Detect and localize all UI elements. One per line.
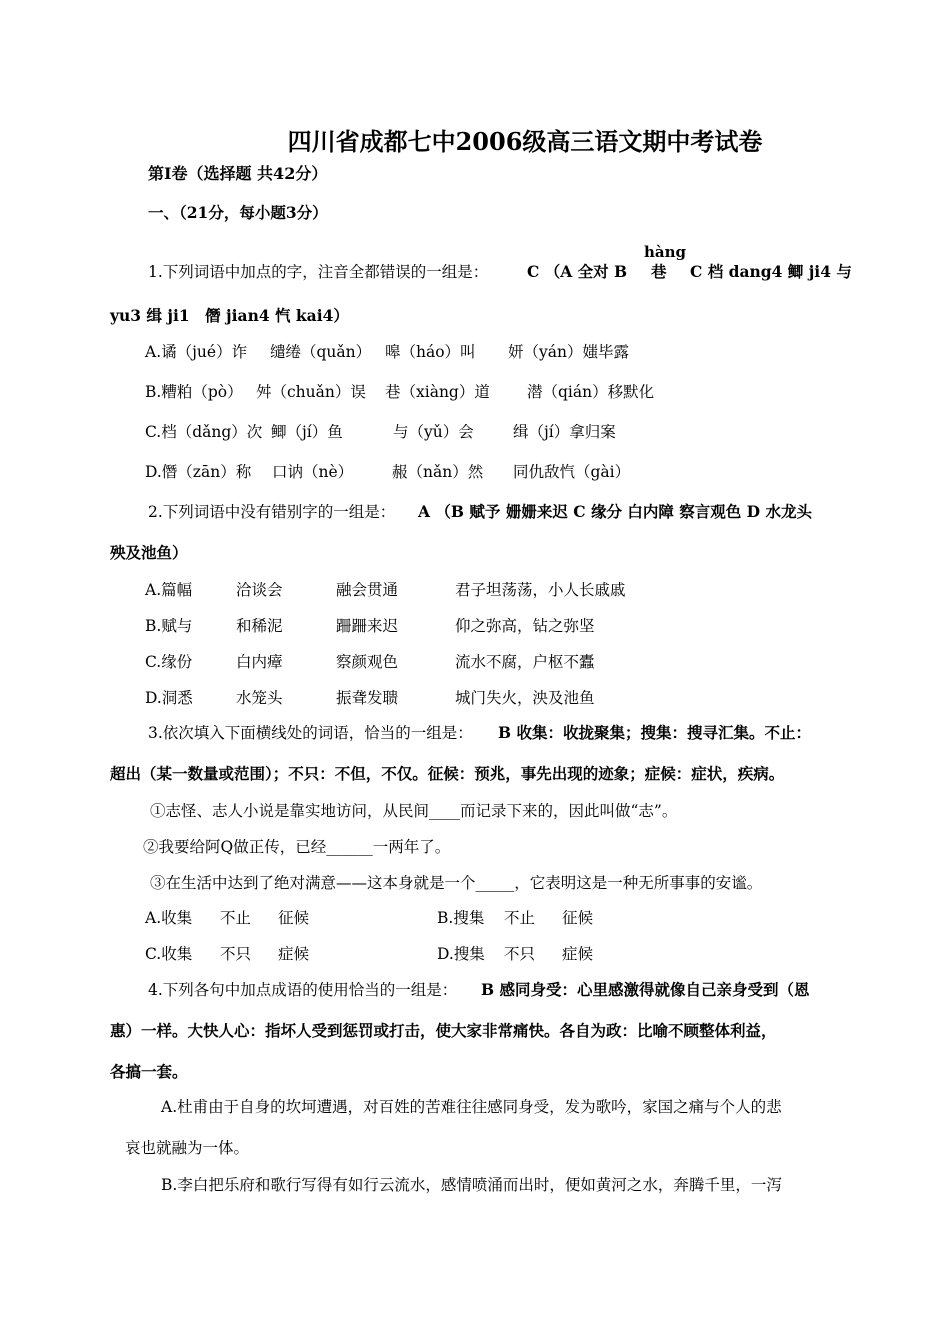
q1-option-c-4: 缉（jí）拿归案 — [513, 423, 616, 441]
q2-row-c-2: 白内瘴 — [236, 653, 283, 671]
q1-answer-part3: yu3 缉 ji1 僭 jian4 忾 kai4） — [110, 306, 349, 325]
q1-stem: 1.下列词语中加点的字，注音全都错误的一组是： — [148, 263, 489, 281]
q2-row-c-4: 流水不腐，户枢不蠹 — [455, 653, 595, 671]
q1-option-d-4: 同仇敌忾（gài） — [513, 463, 631, 481]
part-heading: 一、（21分，每小题3分） — [148, 203, 328, 222]
q3-option-c-3: 症候 — [278, 945, 310, 963]
q1-option-d-1: D.僭（zān）称 — [145, 463, 252, 481]
q3-option-d-3: 症候 — [562, 945, 594, 963]
q3-option-b-2: 不止 — [504, 909, 536, 927]
q1-answer-char: 巷 — [651, 262, 667, 281]
q4-option-a-line2: 哀也就融为一体。 — [125, 1139, 250, 1157]
q3-sentence-1: ①志怪、志人小说是靠实地访问，从民间____而记录下来的，因此叫做“志”。 — [150, 802, 678, 820]
q2-row-d-4: 城门失火，泱及池鱼 — [455, 689, 595, 707]
q4-answer-part1: B 感同身受：心里感激得就像自己亲身受到（恩 — [481, 980, 810, 999]
q4-option-a-line1: A.杜甫由于自身的坎坷遭遇，对百姓的苦难往往感同身受，发为歌吟，家国之痛与个人的悲 — [161, 1098, 782, 1116]
q3-answer-part1: B 收集：收拢聚集；搜集：搜寻汇集。不止： — [498, 723, 811, 742]
section-heading: 第Ⅰ卷（选择题 共42分） — [148, 164, 328, 183]
q3-option-c-1: C.收集 — [145, 945, 193, 963]
q2-row-a-2: 洽谈会 — [236, 581, 283, 599]
q2-answer-part2: 殃及池鱼） — [110, 543, 188, 562]
q1-option-c-2: 鲫（jí）鱼 — [271, 423, 343, 441]
q2-stem: 2.下列词语中没有错别字的一组是： — [148, 503, 396, 521]
q2-row-a-1: A.篇幅 — [145, 581, 193, 599]
q2-row-d-1: D.洞悉 — [145, 689, 193, 707]
q3-answer-part2: 超出（某一数量或范围）；不只：不但，不仅。征候：预兆，事先出现的迹象；症候：症状，疾病。 — [110, 764, 785, 783]
q3-option-a-2: 不止 — [220, 909, 252, 927]
q3-option-d-1: D.搜集 — [437, 945, 485, 963]
q1-option-c-3: 与（yǔ）会 — [393, 423, 474, 441]
q4-answer-part3: 各搞一套。 — [110, 1062, 188, 1081]
q2-row-a-3: 融会贯通 — [336, 581, 399, 599]
q3-option-d-2: 不只 — [504, 945, 536, 963]
q2-row-d-2: 水笼头 — [236, 689, 283, 707]
q4-option-b-line1: B.李白把乐府和歌行写得有如行云流水，感情喷涌而出时，便如黄河之水，奔腾千里，一泻 — [161, 1176, 782, 1194]
q2-row-d-3: 振聋发聩 — [336, 689, 399, 707]
q2-row-b-4: 仰之弥高，钻之弥坚 — [455, 617, 595, 635]
q2-answer-part1: A （B 赋予 姗姗来迟 C 缘分 白内障 察言观色 D 水龙头 — [418, 502, 812, 521]
q1-option-a-3: 嗥（háo）叫 — [385, 343, 476, 361]
q1-answer-part1: C （A 全对 B — [527, 262, 628, 281]
q3-sentence-3: ③在生活中达到了绝对满意——这本身就是一个_____，它表明这是一种无所事事的安谧。 — [150, 874, 763, 892]
q1-option-a-1: A.谲（jué）诈 — [145, 343, 248, 361]
pinyin-annotation: hàng — [644, 243, 687, 261]
q2-row-b-3: 跚跚来迟 — [336, 617, 399, 635]
q1-option-d-3: 赧（nǎn）然 — [392, 463, 484, 481]
q3-sentence-2: ②我要给阿Q做正传，已经______一两年了。 — [143, 838, 451, 856]
q1-option-d-2: 口讷（nè） — [272, 463, 354, 481]
q2-row-b-2: 和稀泥 — [236, 617, 283, 635]
q3-option-b-1: B.搜集 — [437, 909, 485, 927]
page-title: 四川省成都七中2006级高三语文期中考试卷 — [287, 127, 763, 156]
q4-answer-part2: 惠）一样。大快人心：指坏人受到惩罚或打击，使大家非常痛快。各自为政：比喻不顾整体利益， — [110, 1021, 777, 1040]
q3-option-c-2: 不只 — [220, 945, 252, 963]
q1-option-b-3: 巷（xiàng）道 — [385, 383, 490, 401]
q1-option-c-1: C.档（dǎng）次 — [145, 423, 263, 441]
q2-row-b-1: B.赋与 — [145, 617, 193, 635]
q3-option-b-3: 征候 — [562, 909, 594, 927]
q1-option-b-2: 舛（chuǎn）误 — [256, 383, 366, 401]
q2-row-c-1: C.缘份 — [145, 653, 193, 671]
q1-option-b-1: B.糟粕（pò） — [145, 383, 243, 401]
q2-row-c-3: 察颜观色 — [336, 653, 399, 671]
q3-option-a-1: A.收集 — [145, 909, 193, 927]
q1-option-a-2: 缱绻（quǎn） — [270, 343, 372, 361]
q4-stem: 4.下列各句中加点成语的使用恰当的一组是： — [148, 981, 458, 999]
q2-row-a-4: 君子坦荡荡，小人长戚戚 — [455, 581, 626, 599]
q1-option-a-4: 妍（yán）媸毕露 — [508, 343, 629, 361]
q1-answer-part2: C 档 dang4 鲫 ji4 与 — [690, 262, 852, 281]
q3-option-a-3: 征候 — [278, 909, 310, 927]
q3-stem: 3.依次填入下面横线处的词语，恰当的一组是： — [148, 724, 473, 742]
q1-option-b-4: 潜（qián）移默化 — [527, 383, 655, 401]
